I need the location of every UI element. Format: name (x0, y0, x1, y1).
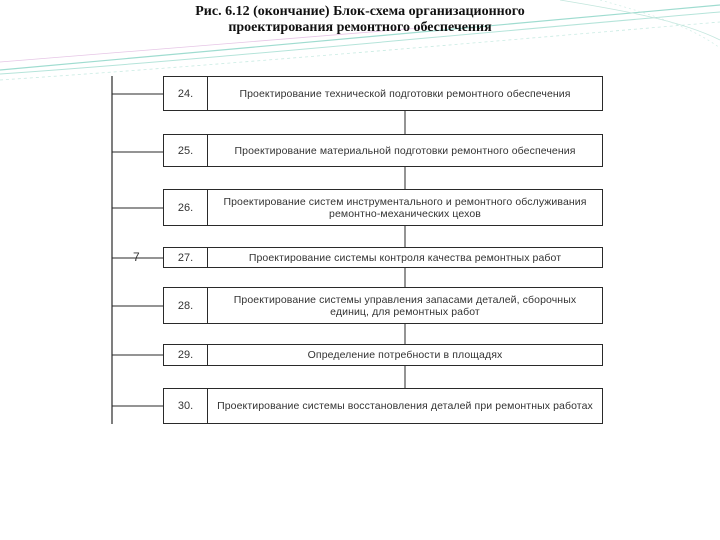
step-30 (163, 388, 603, 424)
step-number: 27. (164, 248, 208, 267)
step-text: Проектирование технической подготовки ремонтного обеспечения (239, 87, 571, 100)
step-number: 28. (164, 288, 208, 323)
step-text: Проектирование системы контроля качества ремонтных работ (248, 251, 562, 264)
step-25 (163, 134, 603, 167)
step-text: Проектирование системы управления запасами деталей, сборочных единиц, для ремонтных работ (233, 293, 577, 318)
step-text: Проектирование систем инструментального и ремонтного обслуживания ремонтно-механических цехов (223, 195, 587, 220)
step-29 (163, 344, 603, 366)
side-mark: 7 (133, 250, 140, 264)
title-line-1: Рис. 6.12 (окончание) Блок-схема организационного (195, 4, 525, 19)
step-number: 29. (164, 345, 208, 365)
title-line-2: проектирования ремонтного обеспечения (228, 20, 492, 35)
step-number: 30. (164, 389, 208, 423)
step-number: 24. (164, 77, 208, 110)
step-24 (163, 76, 603, 111)
step-number: 25. (164, 135, 208, 166)
step-text: Проектирование системы восстановления деталей при ремонтных работах (217, 400, 593, 412)
step-26 (163, 189, 603, 226)
step-text: Определение потребности в площадях (307, 349, 503, 361)
step-27 (163, 247, 603, 268)
step-text: Проектирование материальной подготовки ремонтного обеспечения (234, 144, 576, 157)
step-number: 26. (164, 190, 208, 225)
step-28 (163, 287, 603, 324)
